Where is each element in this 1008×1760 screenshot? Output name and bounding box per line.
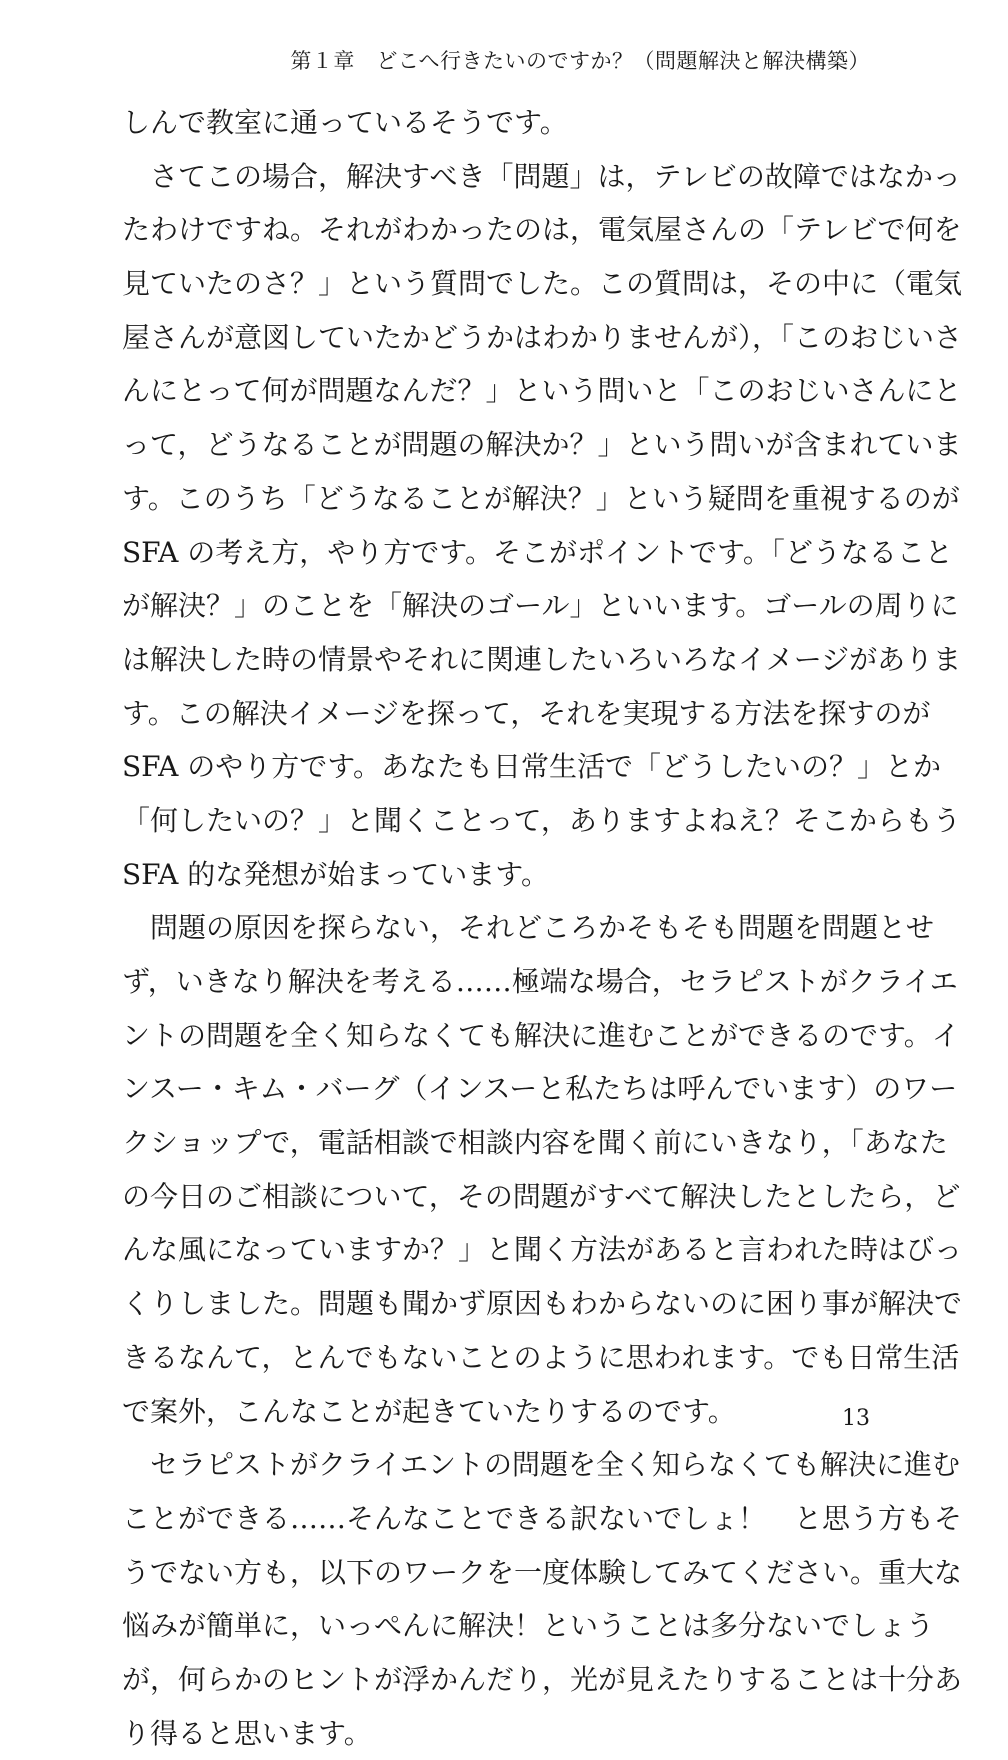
text-line: ことができる……そんなことできる訳ないでしょ！ と思う方もそ	[122, 1501, 963, 1535]
text-line: ントの問題を全く知らなくても解決に進むことができるのです。イ	[122, 1018, 960, 1052]
text-line: の今日のご相談について，その問題がすべて解決したとしたら，ど	[122, 1179, 961, 1213]
running-header: 第１章 どこへ行きたいのですか？（問題解決と解決構築）	[290, 49, 870, 73]
text-line: は解決した時の情景やそれに関連したいろいろなイメージがありま	[122, 642, 962, 676]
text-line: さてこの場合，解決すべき「問題」は，テレビの故障ではなかっ	[150, 159, 961, 193]
text-line: SFA のやり方です。あなたも日常生活で「どうしたいの？」とか	[122, 750, 942, 784]
text-line: ンスー・キム・バーグ（インスーと私たちは呼んでいます）のワー	[122, 1072, 958, 1106]
text-line: んな風になっていますか？」と聞く方法があると言われた時はびっ	[122, 1233, 963, 1267]
text-line: 悩みが簡単に，いっぺんに解決！ということは多分ないでしょう	[122, 1609, 935, 1643]
text-line: くりしました。問題も聞かず原因もわからないのに困り事が解決で	[122, 1287, 963, 1321]
text-line: きるなんて，とんでもないことのように思われます。でも日常生活	[122, 1340, 960, 1374]
text-line: たわけですね。それがわかったのは，電気屋さんの「テレビで何を	[122, 213, 962, 247]
text-line: 問題の原因を探らない，それどころかそもそも問題を問題とせ	[150, 911, 935, 945]
text-line: うでない方も，以下のワークを一度体験してみてください。重大な	[122, 1555, 963, 1589]
text-line: って，どうなることが問題の解決か？」という問いが含まれていま	[122, 428, 962, 462]
body-text	[122, 96, 963, 1760]
text-line: SFA 的な発想が始まっています。	[122, 857, 550, 891]
text-line: す。このうち「どうなることが解決？」という疑問を重視するのが	[122, 481, 960, 515]
text-line: セラピストがクライエントの問題を全く知らなくても解決に進む	[150, 1448, 961, 1482]
text-line: で案外，こんなことが起きていたりするのです。	[122, 1394, 736, 1428]
text-line: が解決？」のことを「解決のゴール」といいます。ゴールの周りに	[122, 589, 959, 623]
text-line: ず，いきなり解決を考える……極端な場合，セラピストがクライエ	[122, 965, 958, 998]
text-line: り得ると思います。	[122, 1716, 372, 1750]
page-number: 13	[842, 1406, 870, 1431]
text-line: しんで教室に通っているそうです。	[122, 106, 568, 139]
text-line: んにとって何が問題なんだ？」という問いと「このおじいさんにと	[122, 374, 962, 408]
text-line: 「何したいの？」と聞くことって，ありますよねえ？そこからもう	[122, 803, 961, 837]
text-line: 屋さんが意図していたかどうかはわかりませんが），「このおじいさ	[122, 320, 963, 354]
text-line: SFA の考え方，やり方です。そこがポイントです。「どうなること	[122, 535, 953, 569]
text-line: が，何らかのヒントが浮かんだり，光が見えたりすることは十分あ	[122, 1662, 963, 1696]
text-line: す。この解決イメージを探って，それを実現する方法を探すのが	[122, 696, 931, 730]
text-line: 見ていたのさ？」という質問でした。この質問は，その中に（電気	[122, 267, 963, 301]
text-line: クショップで，電話相談で相談内容を聞く前にいきなり，「あなた	[122, 1126, 948, 1160]
